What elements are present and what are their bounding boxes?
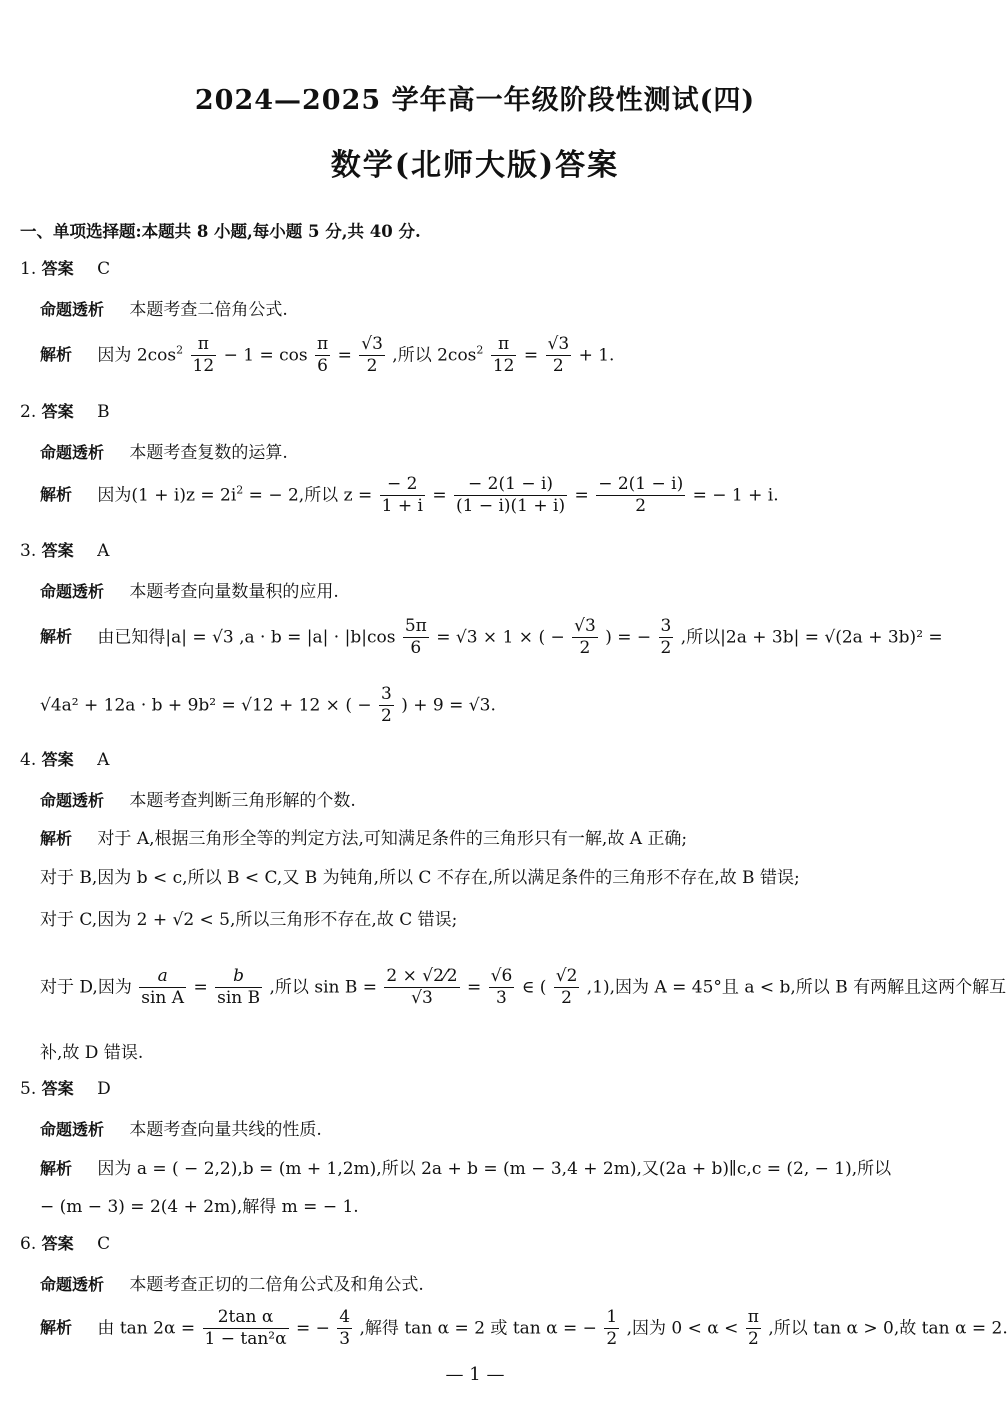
q1-answer-label: 答案 [41,259,74,278]
q5-analysis-line1: 解析 因为 a = ( − 2,2),b = (m + 1,2m),所以 2a + b = (m − 3,4 + 2m),又(2a + b)∥c,c = (2, − 1),所以 [40,1159,892,1179]
q6-intent: 命题透析 本题考查正切的二倍角公式及和角公式. [40,1275,424,1295]
document-subtitle: 数学(北师大版)答案 [330,148,620,183]
q4-frac-4: $\frac{√6}{3}$ [490,966,513,1009]
page-number: — 1 — [445,1364,505,1385]
q2-analysis: 解析 因为$(1 + i)z = 2i^2$ = − 2,所以 z = $\frac{- 2}{1 + i}$ = $\frac{- 2(1 - i)}{(1 - i)(1 + i)}$ = $\frac{- 2(1 - i)}{2}$ = − 1 + i. [40,474,779,517]
q4-header: 4. 答案 A [20,750,110,770]
q4-analysis-line2: 对于 B,因为 b < c,所以 B < C,又 B 为钝角,所以 C 不存在,所以满足条件的三角形不存在,故 B 错误; [40,868,800,888]
q4-analysis-line1: 解析 对于 A,根据三角形全等的判定方法,可知满足条件的三角形只有一解,故 A 正确; [40,829,688,849]
q2-intent: 命题透析 本题考查复数的运算. [40,443,288,463]
q4-frac-1: $\frac{a}{\text{sin A}}$ [141,966,185,1009]
q2-answer: B [97,402,110,422]
q5-intent: 命题透析 本题考查向量共线的性质. [40,1120,322,1140]
q3-frac-4: $\frac{3}{2}$ [381,684,392,727]
q3-analysis-line2: √4a² + 12a · b + 9b² = √12 + 12 × ( − $\frac{3}{2}$ ) + 9 = √3. [40,684,496,727]
q1-intent-text: 本题考查二倍角公式. [129,300,288,320]
q2-header: 2. 答案 B [20,402,110,422]
q6-frac-2: $\frac{4}{3}$ [339,1307,351,1350]
q2-frac-2: $\frac{- 2(1 - i)}{(1 - i)(1 + i)}$ [455,474,566,517]
q4-frac-5: $\frac{√2}{2}$ [555,966,578,1009]
q3-answer: A [97,541,110,561]
q3-intent: 命题透析 本题考查向量数量积的应用. [40,582,339,602]
q6-analysis: 解析 由 tan 2α = $\frac{\text{2tan α}}{\text{1 − tan²α}}$ = − $\frac{4}{3}$ ,解得 tan α = 2 或 tan α = − $\frac{1}{2}$ ,因为 0 < α < $\frac{\pi}{2}$ ,所以 tan α > 0,故 tan α = 2. [40,1307,1008,1350]
q1-analysis-label: 解析 [40,345,73,365]
q1-intent [40,295,288,320]
q4-analysis-line3: 对于 C,因为 2 + √2 < 5,所以三角形不存在,故 C 错误; [40,910,458,930]
q3-frac-2: $\frac{√3}{2}$ [574,616,596,659]
q3-analysis-line1: 解析 由已知得|a| = √3 ,a · b = |a| · |b|cos $\frac{5\pi}{6}$ = √3 × 1 × ( − $\frac{√3}{2}$ ) = − $\frac{3}{2}$ ,所以|2a + 3b| = √(2a + 3b)² = [40,616,943,659]
q1-header [20,256,110,279]
q1-frac-3: $\frac{√3}{2}$ [361,334,383,377]
q1-analysis: 解析 因为 $2\cos^2$ $\frac{\pi}{12}$ − 1 = cos $\frac{\pi}{6}$ = $\frac{√3}{2}$ ,所以 $2\cos^2$ $\frac{\pi}{12}$ = $\frac{√3}{2}$ + 1. [40,334,615,377]
q4-answer: A [97,750,110,770]
q6-frac-1: $\frac{\text{2tan α}}{\text{1 − tan²α}}$ [204,1307,287,1350]
document-title: 2024—2025 学年高一年级阶段性测试(四) [194,85,756,116]
q4-analysis-line4: 对于 D,因为 $\frac{a}{\text{sin A}}$ = $\frac{b}{\text{sin B}}$ ,所以 sin B = $\frac{2 \times √2⁄2}{√3}$ = $\frac{√6}{3}$ ∈ ( $\frac{√2}{2}$ ,1),因为 A = 45°且 a < b,所以 B 有两解且这两个解互 [40,966,1007,1009]
q2-frac-3: $\frac{- 2(1 - i)}{2}$ [598,474,684,517]
q2-frac-1: $\frac{- 2}{1 + i}$ [381,474,423,517]
q6-frac-4: $\frac{\pi}{2}$ [747,1307,759,1350]
q1-intent-label: 命题透析 [40,300,105,319]
q1-answer: C [97,259,111,279]
q5-header: 5. 答案 D [20,1079,111,1099]
q3-frac-3: $\frac{3}{2}$ [660,616,672,659]
q3-frac-1: $\frac{5\pi}{6}$ [404,616,427,659]
q5-answer: D [97,1079,111,1099]
q4-frac-3: $\frac{2 \times √2⁄2}{√3}$ [386,966,458,1009]
q6-frac-3: $\frac{1}{2}$ [606,1307,618,1350]
q4-frac-2: $\frac{b}{\text{sin B}}$ [217,966,261,1009]
section-heading: 一、单项选择题:本题共 8 小题,每小题 5 分,共 40 分. [20,222,421,241]
q6-header: 6. 答案 C [20,1234,111,1254]
q1-number: 1. [20,259,37,279]
q5-analysis-line2: − (m − 3) = 2(4 + 2m),解得 m = − 1. [40,1197,359,1217]
q4-intent: 命题透析 本题考查判断三角形解的个数. [40,791,356,811]
q6-answer: C [97,1234,111,1254]
q4-analysis-line5: 补,故 D 错误. [40,1043,144,1063]
q1-frac-2: $\frac{\pi}{6}$ [316,334,329,377]
q1-frac-5: $\frac{√3}{2}$ [547,334,570,377]
q3-header: 3. 答案 A [20,541,110,561]
q1-frac-1: $\frac{\pi}{12}$ [192,334,215,377]
q1-frac-4: $\frac{\pi}{12}$ [492,334,515,377]
